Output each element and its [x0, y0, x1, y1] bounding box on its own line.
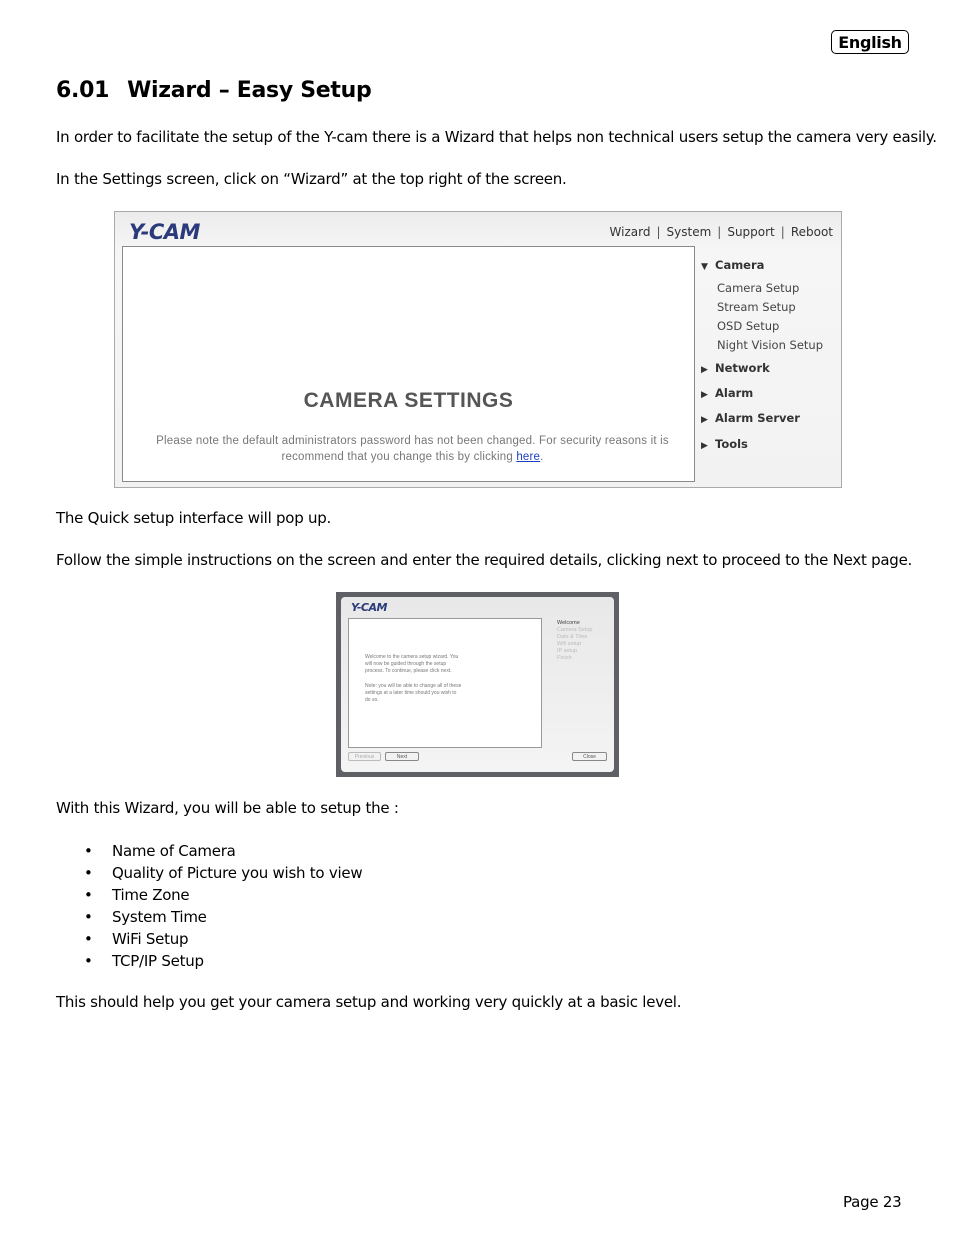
menu-stream-setup[interactable]: Stream Setup — [717, 300, 796, 314]
welcome-line: will now be guided through the setup — [365, 661, 447, 667]
step-finish: Finish — [557, 655, 572, 661]
top-navigation: Wizard | System | Support | Reboot — [609, 225, 833, 239]
list-item: • Quality of Picture you wish to view — [84, 864, 363, 882]
section-number: 6.01 — [56, 78, 110, 103]
intro-paragraph: In order to facilitate the setup of the Y-cam there is a Wizard that helps non technical users setup the camera very easily. — [56, 128, 937, 146]
menu-camera-setup[interactable]: Camera Setup — [717, 281, 800, 295]
welcome-line: process. To continue, please click next. — [365, 668, 452, 674]
wizard-window — [341, 597, 614, 772]
menu-tools[interactable] — [701, 437, 748, 451]
caret-down-icon: ▼ — [701, 262, 708, 272]
section-heading — [56, 78, 371, 103]
note-line: Note: you will be able to change all of these — [365, 683, 462, 689]
menu-alarm[interactable] — [701, 386, 753, 400]
menu-alarm-server[interactable] — [701, 411, 800, 425]
caret-right-icon: ▶ — [701, 390, 708, 400]
ycam-logo: Y-CAM — [129, 220, 200, 244]
step-date-time: Date & Time — [557, 634, 588, 640]
welcome-line: Welcome to the camera setup wizard. You — [365, 654, 459, 660]
page-number: Page 23 — [843, 1193, 902, 1211]
here-link[interactable]: here — [516, 451, 541, 463]
menu-alarm-label: Alarm — [715, 386, 754, 400]
menu-night-vision-setup[interactable]: Night Vision Setup — [717, 338, 823, 352]
nav-reboot-link[interactable]: Reboot — [790, 225, 833, 239]
note-end: . — [540, 451, 544, 463]
ycam-logo: Y-CAM — [351, 601, 387, 614]
list-item: • TCP/IP Setup — [84, 952, 204, 970]
nav-system-link[interactable]: System — [666, 225, 712, 239]
password-note — [143, 433, 682, 465]
caret-right-icon: ▶ — [701, 415, 708, 425]
caret-right-icon: ▶ — [701, 365, 708, 375]
setup-wizard-screenshot — [336, 592, 619, 777]
popup-paragraph: The Quick setup interface will pop up. — [56, 509, 332, 527]
note-text: Please note the default administrators password has not been changed. For security reasons it is recommend that you change this by clicking — [156, 435, 669, 463]
step-ip-setup: IP setup — [557, 648, 578, 654]
list-item: • Time Zone — [84, 886, 190, 904]
section-title: Wizard – Easy Setup — [127, 78, 372, 103]
list-item: • System Time — [84, 908, 207, 926]
settings-panel — [122, 246, 695, 482]
click-wizard-paragraph: In the Settings screen, click on “Wizard” at the top right of the screen. — [56, 170, 567, 188]
menu-alarm-server-label: Alarm Server — [715, 411, 800, 425]
nav-support-link[interactable]: Support — [727, 225, 775, 239]
previous-button[interactable]: Previous — [348, 752, 381, 761]
nav-wizard-link[interactable]: Wizard — [609, 225, 651, 239]
menu-network[interactable] — [701, 361, 770, 375]
follow-paragraph: Follow the simple instructions on the screen and enter the required details, clicking next to proceed to the Next page. — [56, 551, 913, 569]
able-paragraph: With this Wizard, you will be able to setup the : — [56, 799, 399, 817]
list-item: • Name of Camera — [84, 842, 236, 860]
note-line: do so. — [365, 697, 379, 703]
step-welcome: Welcome — [557, 620, 580, 626]
next-button[interactable]: Next — [385, 752, 419, 761]
list-item: • WiFi Setup — [84, 930, 189, 948]
close-button[interactable]: Close — [572, 752, 607, 761]
note-line: settings at a later time should you wish to — [365, 690, 457, 696]
menu-camera[interactable] — [701, 258, 764, 272]
menu-tools-label: Tools — [715, 437, 748, 451]
menu-camera-label: Camera — [715, 258, 765, 272]
menu-osd-setup[interactable]: OSD Setup — [717, 319, 780, 333]
caret-right-icon: ▶ — [701, 441, 708, 451]
closing-paragraph: This should help you get your camera setup and working very quickly at a basic level. — [56, 993, 682, 1011]
camera-settings-screenshot — [114, 211, 842, 488]
step-wifi-setup: Wifi setup — [557, 641, 582, 647]
panel-title: CAMERA SETTINGS — [303, 389, 514, 412]
step-camera-setup: Camera Setup — [557, 627, 593, 633]
language-badge: English — [831, 30, 909, 54]
menu-network-label: Network — [715, 361, 770, 375]
